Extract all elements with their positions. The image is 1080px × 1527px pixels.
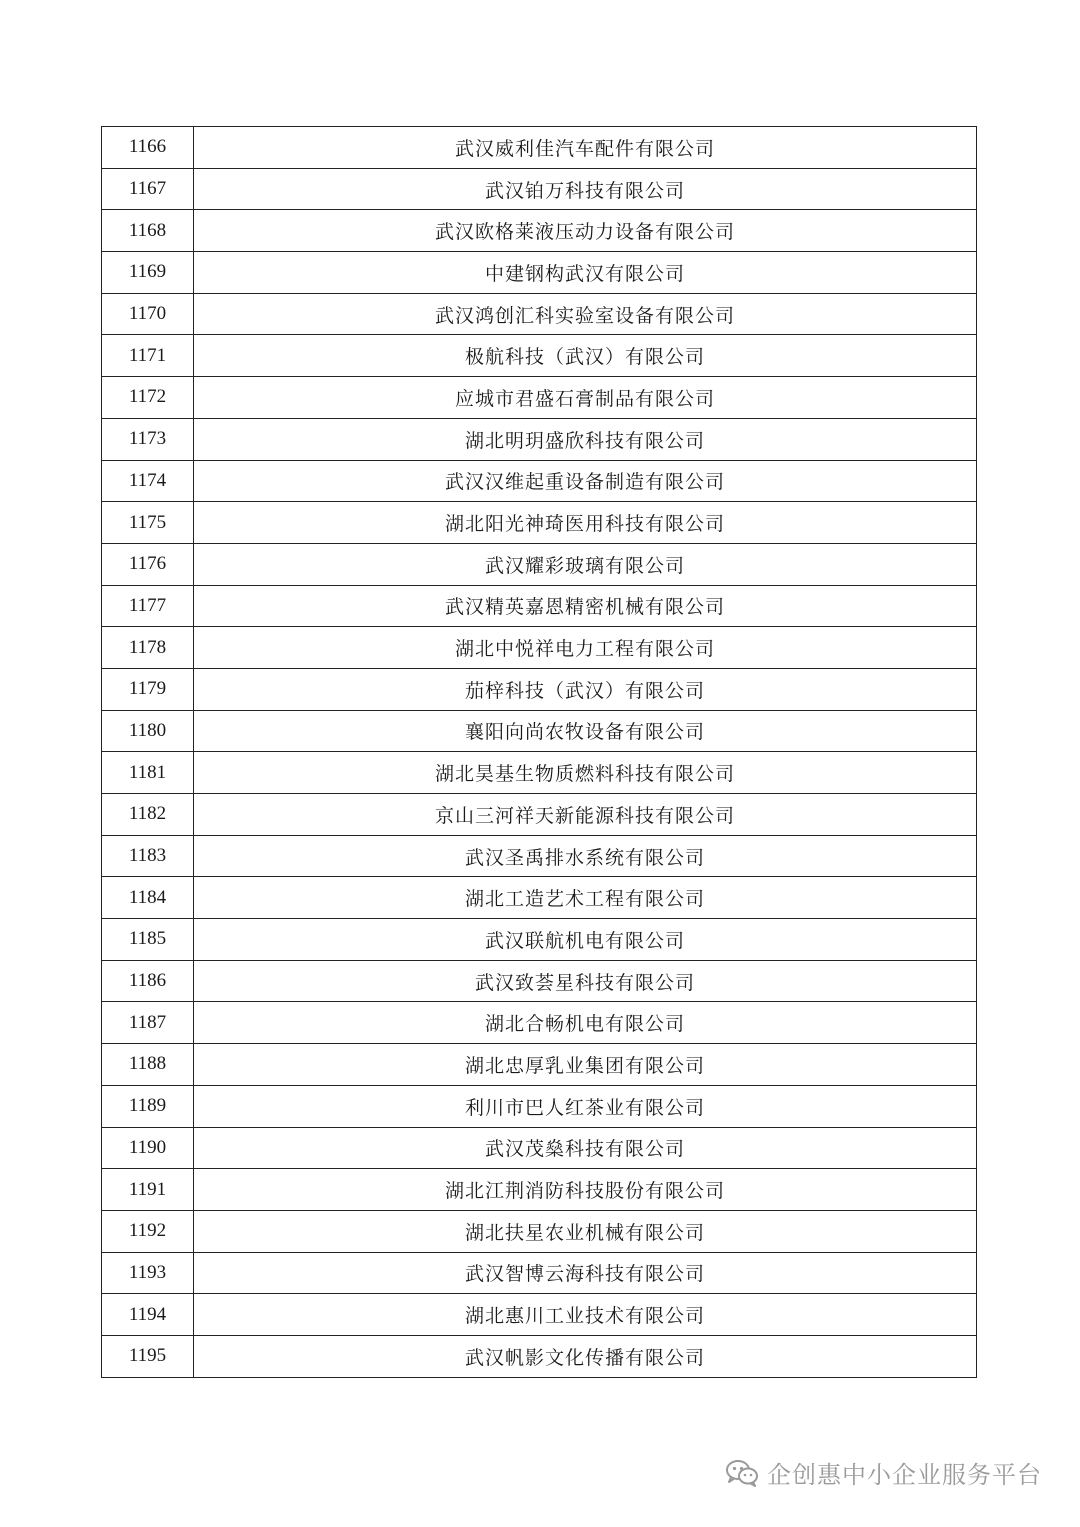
row-number-cell: 1167 [102, 168, 194, 210]
company-name-cell: 武汉联航机电有限公司 [194, 919, 977, 961]
row-number-cell: 1166 [102, 127, 194, 169]
table-row [102, 1210, 977, 1252]
row-number-cell: 1179 [102, 668, 194, 710]
row-number-cell: 1181 [102, 752, 194, 794]
watermark-text: 企创惠中小企业服务平台 [767, 1461, 1042, 1489]
row-number-cell: 1174 [102, 460, 194, 502]
table-row [102, 1085, 977, 1127]
company-name-cell: 应城市君盛石膏制品有限公司 [194, 377, 977, 419]
company-name-cell: 利川市巴人红茶业有限公司 [194, 1085, 977, 1127]
table-row [102, 377, 977, 419]
wechat-icon [725, 1459, 759, 1487]
table-row [102, 710, 977, 752]
row-number-cell: 1189 [102, 1085, 194, 1127]
table-row [102, 502, 977, 544]
company-name-cell: 武汉汉维起重设备制造有限公司 [194, 460, 977, 502]
row-number-cell: 1168 [102, 210, 194, 252]
company-name-cell: 武汉智博云海科技有限公司 [194, 1252, 977, 1294]
company-name-cell: 茄梓科技（武汉）有限公司 [194, 668, 977, 710]
table-row [102, 543, 977, 585]
table-row [102, 1002, 977, 1044]
table-row [102, 877, 977, 919]
table-row [102, 1044, 977, 1086]
company-name-cell: 极航科技（武汉）有限公司 [194, 335, 977, 377]
company-name-cell: 武汉茂燊科技有限公司 [194, 1127, 977, 1169]
row-number-cell: 1171 [102, 335, 194, 377]
row-number-cell: 1185 [102, 919, 194, 961]
company-name-cell: 襄阳向尚农牧设备有限公司 [194, 710, 977, 752]
row-number-cell: 1188 [102, 1044, 194, 1086]
row-number-cell: 1182 [102, 794, 194, 836]
row-number-cell: 1194 [102, 1294, 194, 1336]
watermark [725, 1455, 1042, 1490]
company-name-cell: 湖北中悦祥电力工程有限公司 [194, 627, 977, 669]
table-row [102, 752, 977, 794]
company-name-cell: 湖北江荆消防科技股份有限公司 [194, 1169, 977, 1211]
table-row [102, 168, 977, 210]
row-number-cell: 1184 [102, 877, 194, 919]
company-name-cell: 武汉鸿创汇科实验室设备有限公司 [194, 293, 977, 335]
company-name-cell: 中建钢构武汉有限公司 [194, 252, 977, 294]
row-number-cell: 1191 [102, 1169, 194, 1211]
company-name-cell: 湖北惠川工业技术有限公司 [194, 1294, 977, 1336]
table-row [102, 1127, 977, 1169]
table-row [102, 794, 977, 836]
row-number-cell: 1176 [102, 543, 194, 585]
table-row [102, 1169, 977, 1211]
table-row [102, 418, 977, 460]
table-row [102, 1294, 977, 1336]
row-number-cell: 1169 [102, 252, 194, 294]
row-number-cell: 1180 [102, 710, 194, 752]
company-name-cell: 湖北阳光神琦医用科技有限公司 [194, 502, 977, 544]
company-name-cell: 武汉威利佳汽车配件有限公司 [194, 127, 977, 169]
table-row [102, 960, 977, 1002]
company-name-cell: 武汉耀彩玻璃有限公司 [194, 543, 977, 585]
company-name-cell: 湖北明玥盛欣科技有限公司 [194, 418, 977, 460]
company-name-cell: 武汉精英嘉恩精密机械有限公司 [194, 585, 977, 627]
company-name-cell: 武汉铂万科技有限公司 [194, 168, 977, 210]
row-number-cell: 1175 [102, 502, 194, 544]
company-name-cell: 武汉圣禹排水系统有限公司 [194, 835, 977, 877]
table-row [102, 919, 977, 961]
row-number-cell: 1190 [102, 1127, 194, 1169]
table-row [102, 1335, 977, 1377]
company-table-body [102, 127, 977, 1378]
company-name-cell: 湖北合畅机电有限公司 [194, 1002, 977, 1044]
company-name-cell: 武汉欧格莱液压动力设备有限公司 [194, 210, 977, 252]
company-table [101, 126, 977, 1378]
company-name-cell: 武汉致荟星科技有限公司 [194, 960, 977, 1002]
table-row [102, 460, 977, 502]
table-row [102, 252, 977, 294]
company-name-cell: 武汉帆影文化传播有限公司 [194, 1335, 977, 1377]
table-row [102, 335, 977, 377]
table-row [102, 627, 977, 669]
company-name-cell: 京山三河祥天新能源科技有限公司 [194, 794, 977, 836]
table-row [102, 127, 977, 169]
row-number-cell: 1178 [102, 627, 194, 669]
row-number-cell: 1195 [102, 1335, 194, 1377]
row-number-cell: 1183 [102, 835, 194, 877]
row-number-cell: 1177 [102, 585, 194, 627]
row-number-cell: 1192 [102, 1210, 194, 1252]
company-name-cell: 湖北扶星农业机械有限公司 [194, 1210, 977, 1252]
row-number-cell: 1173 [102, 418, 194, 460]
table-row [102, 585, 977, 627]
company-name-cell: 湖北工造艺术工程有限公司 [194, 877, 977, 919]
row-number-cell: 1186 [102, 960, 194, 1002]
table-row [102, 668, 977, 710]
table-row [102, 1252, 977, 1294]
row-number-cell: 1172 [102, 377, 194, 419]
row-number-cell: 1193 [102, 1252, 194, 1294]
company-name-cell: 湖北昊基生物质燃料科技有限公司 [194, 752, 977, 794]
company-name-cell: 湖北忠厚乳业集团有限公司 [194, 1044, 977, 1086]
table-row [102, 293, 977, 335]
table-row [102, 835, 977, 877]
row-number-cell: 1170 [102, 293, 194, 335]
table-row [102, 210, 977, 252]
row-number-cell: 1187 [102, 1002, 194, 1044]
